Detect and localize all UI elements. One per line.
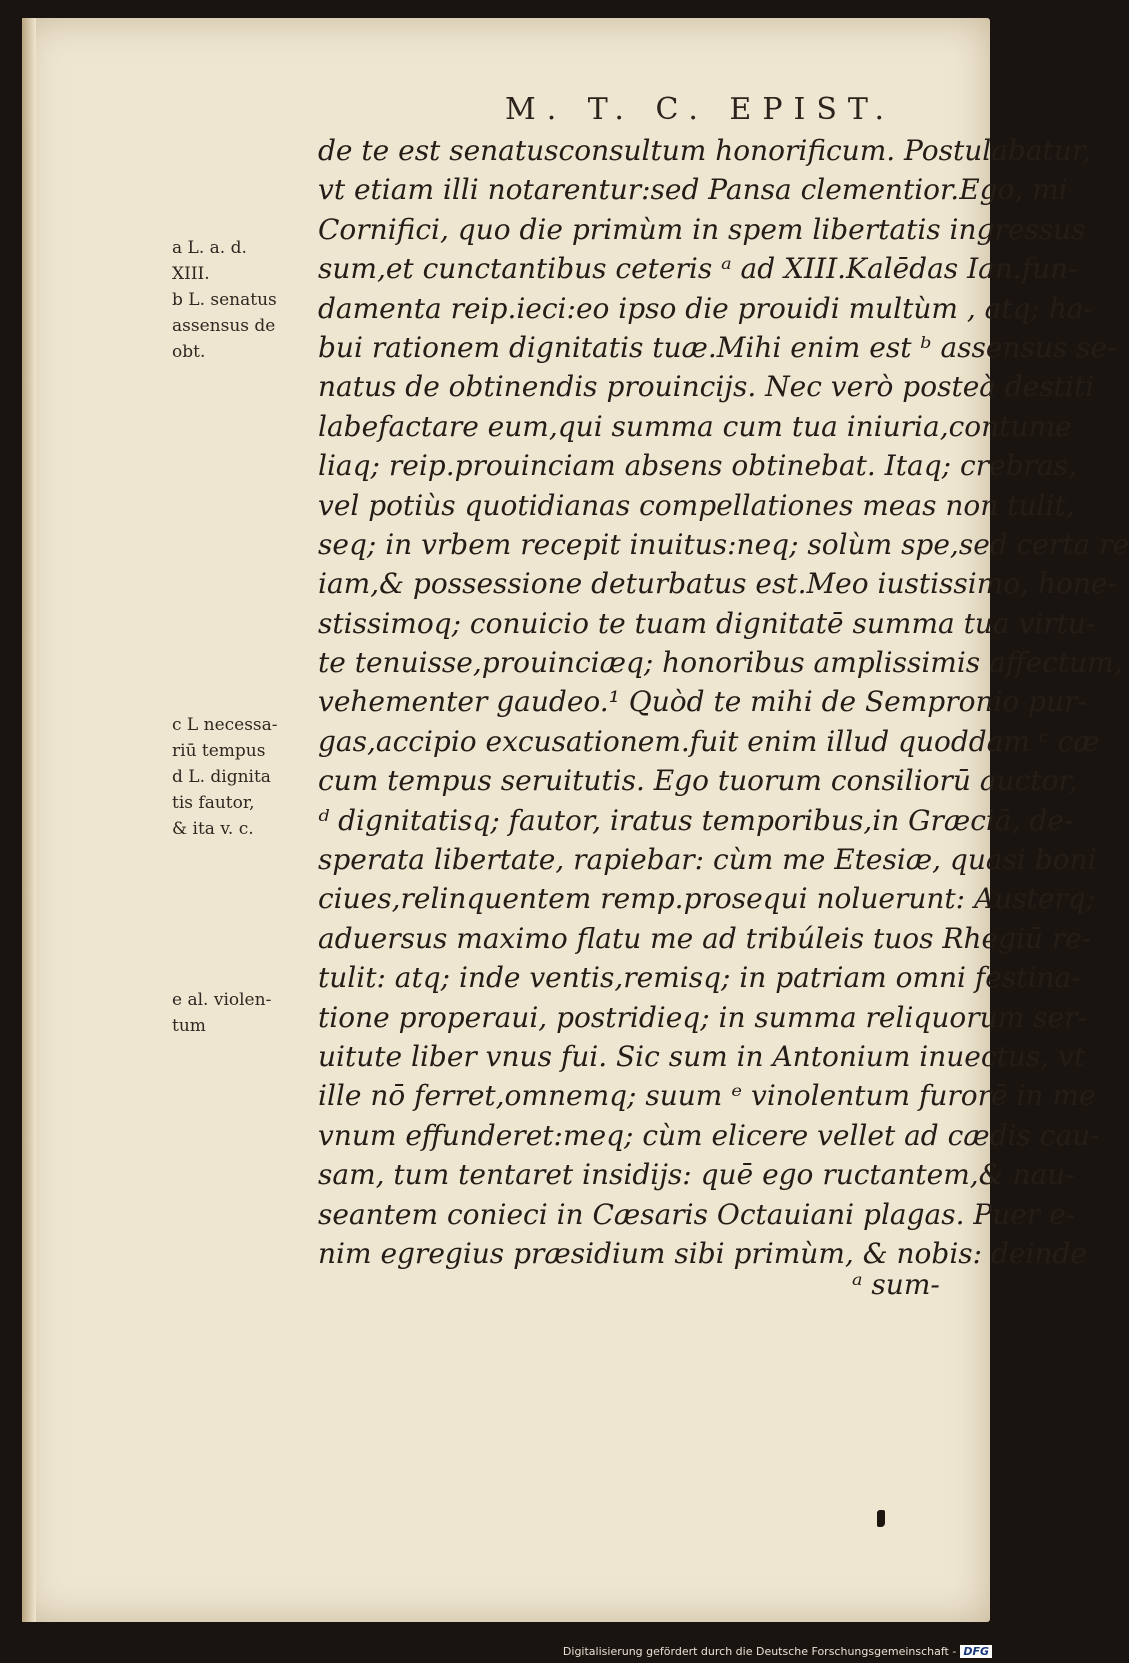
body-text <box>318 131 1129 1273</box>
text-line: iam,& possessione deturbatus est.Meo iustissimo, hone- <box>318 567 1117 601</box>
margin-note-line: obt. <box>172 342 206 362</box>
text-line: natus de obtinendis prouincijs. Nec verò posteà destiti <box>318 370 1095 404</box>
text-line: tione properaui, postridieq; in summa reliquorum ser- <box>318 1000 1087 1034</box>
margin-note-line: XIII. <box>172 264 210 284</box>
margin-note-line: e al. violen- <box>172 990 272 1010</box>
text-line: cum tempus seruitutis. Ego tuorum consiliorū auctor, <box>318 764 1078 798</box>
text-line: labefactare eum,qui summa cum tua iniuria,contume <box>318 409 1072 443</box>
running-head: M. T. C. EPIST. <box>505 92 896 127</box>
margin-note-line: a L. a. d. <box>172 238 247 258</box>
footer-text: Digitalisierung gefördert durch die Deutsche Forschungsgemeinschaft - <box>562 1645 957 1658</box>
text-line: ciues,relinquentem remp.prosequi noluerunt: Austerq; <box>318 882 1096 916</box>
text-line: ille nō ferret,omnemq; suum ᵉ vinolentum furorē in me <box>318 1079 1096 1113</box>
text-line: sperata libertate, rapiebar: cùm me Etesiæ, quasi boni <box>318 843 1097 877</box>
text-line: vehementer gaudeo.¹ Quòd te mihi de Sempronio pur- <box>318 685 1087 719</box>
margin-note-line: b L. senatus <box>172 290 277 310</box>
ink-mark <box>877 1510 885 1527</box>
text-line: te tenuisse,prouinciæq; honoribus amplissimis affectum, <box>318 646 1123 680</box>
text-line: vel potiùs quotidianas compellationes meas non tulit, <box>318 488 1075 522</box>
dfg-logo-icon: DFG <box>960 1645 992 1658</box>
text-line: vt etiam illi notarentur:sed Pansa clementior.Ego, mi <box>318 173 1068 207</box>
text-line: vnum effunderet:meq; cùm elicere vellet ad cædis cau- <box>318 1118 1100 1152</box>
text-line: liaq; reip.prouinciam absens obtinebat. Itaq; crebras, <box>318 449 1077 483</box>
text-line: sum,et cunctantibus ceteris ᵃ ad XIII.Kalēdas Ian.fun- <box>318 252 1078 286</box>
margin-note-line: assensus de <box>172 316 276 336</box>
text-line: tulit: atq; inde ventis,remisq; in patriam omni festina- <box>318 961 1081 995</box>
margin-note-line: riū tempus <box>172 741 266 761</box>
page-gutter <box>22 18 36 1622</box>
margin-note-cd <box>172 712 312 842</box>
footer-credit <box>563 1645 992 1658</box>
margin-note-line: & ita v. c. <box>172 819 254 839</box>
text-line: seq; in vrbem recepit inuitus:neq; solùm spe,sed certa re <box>318 527 1129 561</box>
margin-note-line: d L. dignita <box>172 767 271 787</box>
margin-note-line: tis fautor, <box>172 793 255 813</box>
text-line: bui rationem dignitatis tuæ.Mihi enim est ᵇ assensus se- <box>318 330 1117 364</box>
text-line: uitute liber vnus fui. Sic sum in Antonium inuectus, vt <box>318 1039 1086 1073</box>
text-line: nim egregius præsidium sibi primùm, & nobis: deinde <box>318 1236 1087 1270</box>
text-line: Cornifici, quo die primùm in spem libertatis ingressus <box>318 212 1086 246</box>
catchword: ᵃ sum- <box>852 1268 940 1301</box>
text-line: ᵈ dignitatisq; fautor, iratus temporibus,in Græciā, de- <box>318 803 1074 837</box>
margin-note-line: c L necessa- <box>172 715 278 735</box>
text-line: damenta reip.ieci:eo ipso die prouidi multùm , atq; ha- <box>318 291 1094 325</box>
text-line: de te est senatusconsultum honorificum. Postulabatur, <box>318 134 1092 167</box>
text-line: stissimoq; conuicio te tuam dignitatē summa tua virtu- <box>318 606 1096 640</box>
text-line: gas,accipio excusationem.fuit enim illud quoddam ᶜ cæ <box>318 724 1100 758</box>
margin-note-e <box>172 987 312 1039</box>
margin-note-line: tum <box>172 1016 206 1036</box>
margin-note-ab <box>172 235 312 365</box>
text-line: sam, tum tentaret insidijs: quē ego ructantem,& nau- <box>318 1158 1075 1192</box>
text-line: seantem conieci in Cæsaris Octauiani plagas. Puer e- <box>318 1197 1076 1231</box>
text-line: aduersus maximo flatu me ad tribúleis tuos Rhegiū re- <box>318 921 1092 955</box>
